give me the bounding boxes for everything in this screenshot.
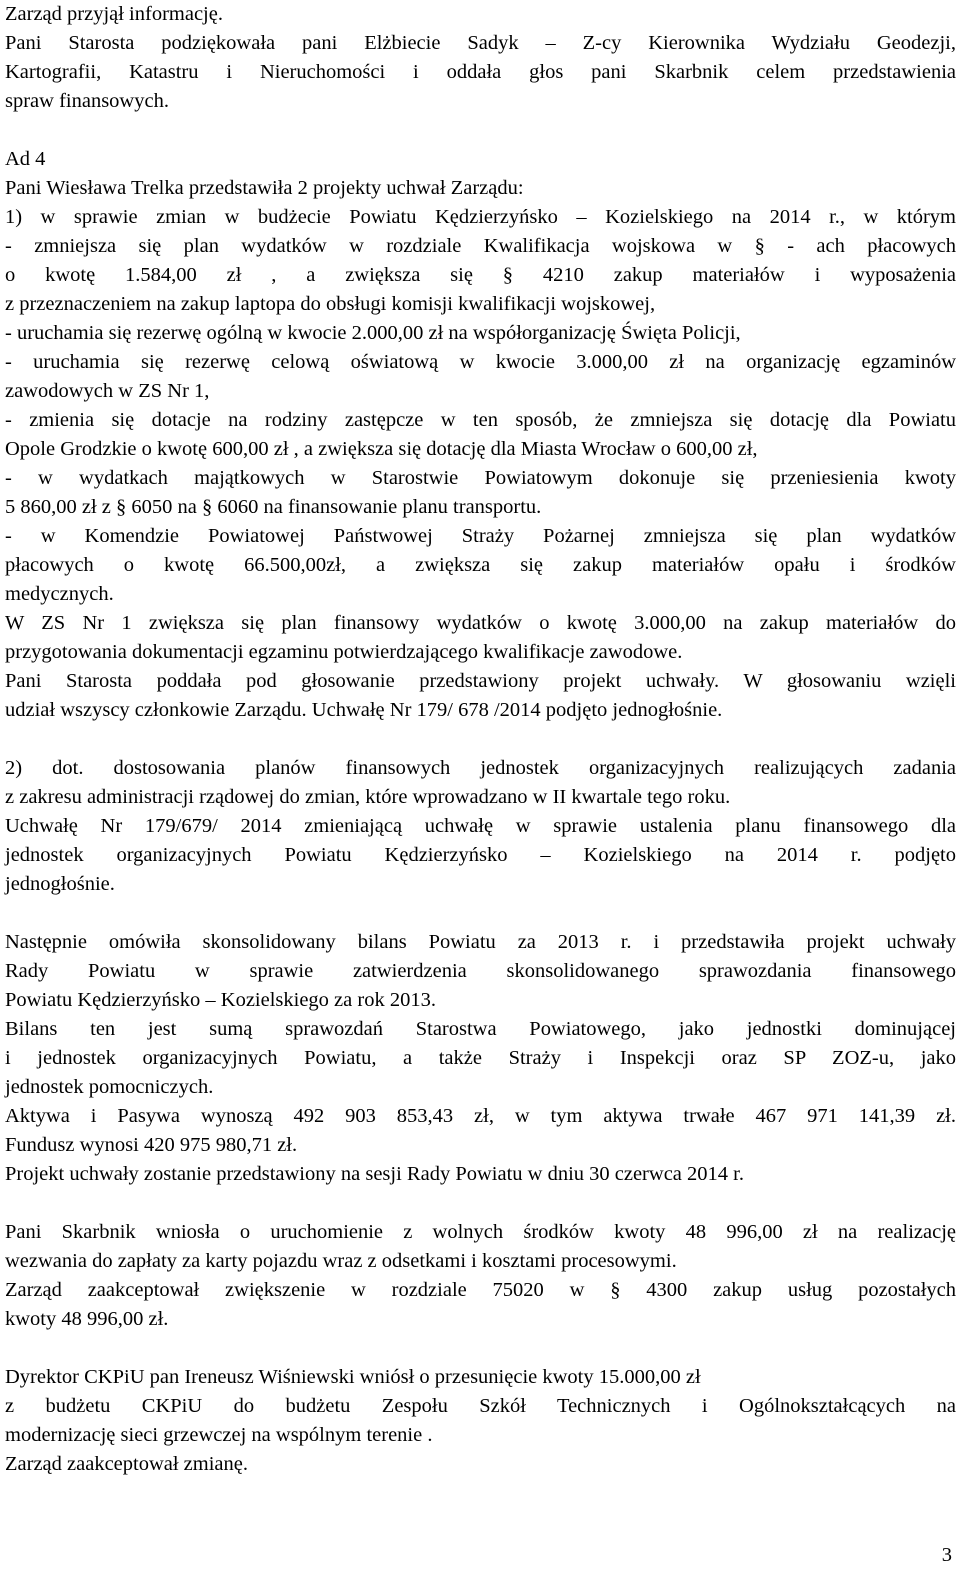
text-line: W ZS Nr 1 zwiększa się plan finansowy wydatków o kwotę 3.000,00 na zakup materiałów do bbox=[5, 612, 956, 634]
text-line: o kwotę 1.584,00 zł , a zwiększa się § 4210 zakup materiałów i wyposażenia bbox=[5, 264, 956, 286]
text-line: Ad 4 bbox=[5, 148, 46, 170]
paragraph-gap bbox=[5, 899, 956, 928]
text-line: Projekt uchwały zostanie przedstawiony na sesji Rady Powiatu w dniu 30 czerwca 2014 r. bbox=[5, 1163, 744, 1185]
text-line: Pani Wiesława Trelka przedstawiła 2 projekty uchwał Zarządu: bbox=[5, 177, 524, 199]
text-line: Kartografii, Katastru i Nieruchomości i oddała głos pani Skarbnik celem przedstawienia bbox=[5, 61, 956, 83]
text-line: Pani Starosta poddała pod głosowanie przedstawiony projekt uchwały. W głosowaniu wzięli bbox=[5, 670, 956, 692]
text-line: Pani Starosta podziękowała pani Elżbiecie Sadyk – Z-cy Kierownika Wydziału Geodezji, bbox=[5, 32, 956, 54]
text-line: jednostek organizacyjnych Powiatu Kędzierzyńsko – Kozielskiego na 2014 r. podjęto bbox=[5, 844, 956, 866]
page-number: 3 bbox=[941, 1544, 952, 1566]
text-line: Bilans ten jest sumą sprawozdań Starostwa Powiatowego, jako jednostki dominującej bbox=[5, 1018, 956, 1040]
text-line: z zakresu administracji rządowej do zmian, które wprowadzano w II kwartale tego roku. bbox=[5, 786, 731, 808]
text-line: Pani Skarbnik wniosła o uruchomienie z wolnych środków kwoty 48 996,00 zł na realizację bbox=[5, 1221, 956, 1243]
text-line: spraw finansowych. bbox=[5, 90, 169, 112]
text-line: - uruchamia się rezerwę celową oświatową w kwocie 3.000,00 zł na organizację egzaminów bbox=[5, 351, 956, 373]
text-line: - zmniejsza się plan wydatków w rozdziale Kwalifikacja wojskowa w § - ach płacowych bbox=[5, 235, 956, 257]
text-line: - w Komendzie Powiatowej Państwowej Straży Pożarnej zmniejsza się plan wydatków bbox=[5, 525, 956, 547]
text-line: wezwania do zapłaty za karty pojazdu wraz z odsetkami i kosztami procesowymi. bbox=[5, 1250, 677, 1272]
text-line: Zarząd przyjął informację. bbox=[5, 3, 223, 25]
text-line: - uruchamia się rezerwę ogólną w kwocie 2.000,00 zł na współorganizację Święta Policji, bbox=[5, 322, 741, 344]
text-line: 2) dot. dostosowania planów finansowych jednostek organizacyjnych realizujących zadania bbox=[5, 757, 956, 779]
text-line: - zmienia się dotacje na rodziny zastępcze w ten sposób, że zmniejsza się dotację dla Powiatu bbox=[5, 409, 956, 431]
paragraph-gap bbox=[5, 725, 956, 754]
text-line: przygotowania dokumentacji egzaminu potwierdzającego kwalifikacje zawodowe. bbox=[5, 641, 683, 663]
text-line: jednogłośnie. bbox=[5, 873, 115, 895]
document-page bbox=[5, 0, 956, 1479]
text-line: 5 860,00 zł z § 6050 na § 6060 na finansowanie planu transportu. bbox=[5, 496, 542, 518]
text-line: Opole Grodzkie o kwotę 600,00 zł , a zwiększa się dotację dla Miasta Wrocław o 600,00 zł, bbox=[5, 438, 758, 460]
text-line: medycznych. bbox=[5, 583, 114, 605]
text-line: udział wszyscy członkowie Zarządu. Uchwałę Nr 179/ 678 /2014 podjęto jednogłośnie. bbox=[5, 699, 723, 721]
text-line: jednostek pomocniczych. bbox=[5, 1076, 214, 1098]
text-line: 1) w sprawie zmian w budżecie Powiatu Kędzierzyńsko – Kozielskiego na 2014 r., w którym bbox=[5, 206, 956, 228]
paragraph-gap bbox=[5, 116, 956, 145]
paragraph-gap bbox=[5, 1334, 956, 1363]
text-line: modernizację sieci grzewczej na wspólnym terenie . bbox=[5, 1424, 433, 1446]
text-line: z budżetu CKPiU do budżetu Zespołu Szkół Technicznych i Ogólnokształcących na bbox=[5, 1395, 956, 1417]
text-line: Zarząd zaakceptował zwiększenie w rozdziale 75020 w § 4300 zakup usług pozostałych bbox=[5, 1279, 956, 1301]
text-line: - w wydatkach majątkowych w Starostwie Powiatowym dokonuje się przeniesienia kwoty bbox=[5, 467, 956, 489]
text-line: Rady Powiatu w sprawie zatwierdzenia skonsolidowanego sprawozdania finansowego bbox=[5, 960, 956, 982]
text-line: płacowych o kwotę 66.500,00zł, a zwiększa się zakup materiałów opału i środków bbox=[5, 554, 956, 576]
text-line: kwoty 48 996,00 zł. bbox=[5, 1308, 169, 1330]
text-line: Następnie omówiła skonsolidowany bilans Powiatu za 2013 r. i przedstawiła projekt uchwały bbox=[5, 931, 956, 953]
text-line: Dyrektor CKPiU pan Ireneusz Wiśniewski wniósł o przesunięcie kwoty 15.000,00 zł bbox=[5, 1366, 701, 1388]
text-line: zawodowych w ZS Nr 1, bbox=[5, 380, 210, 402]
text-line: z przeznaczeniem na zakup laptopa do obsługi komisji kwalifikacji wojskowej, bbox=[5, 293, 656, 315]
text-line: Powiatu Kędzierzyńsko – Kozielskiego za rok 2013. bbox=[5, 989, 436, 1011]
text-line: Zarząd zaakceptował zmianę. bbox=[5, 1453, 248, 1475]
text-line: i jednostek organizacyjnych Powiatu, a także Straży i Inspekcji oraz SP ZOZ-u, jako bbox=[5, 1047, 956, 1069]
text-line: Uchwałę Nr 179/679/ 2014 zmieniającą uchwałę w sprawie ustalenia planu finansowego dla bbox=[5, 815, 956, 837]
text-line: Fundusz wynosi 420 975 980,71 zł. bbox=[5, 1134, 298, 1156]
text-line: Aktywa i Pasywa wynoszą 492 903 853,43 zł, w tym aktywa trwałe 467 971 141,39 zł. bbox=[5, 1105, 956, 1127]
paragraph-gap bbox=[5, 1189, 956, 1218]
